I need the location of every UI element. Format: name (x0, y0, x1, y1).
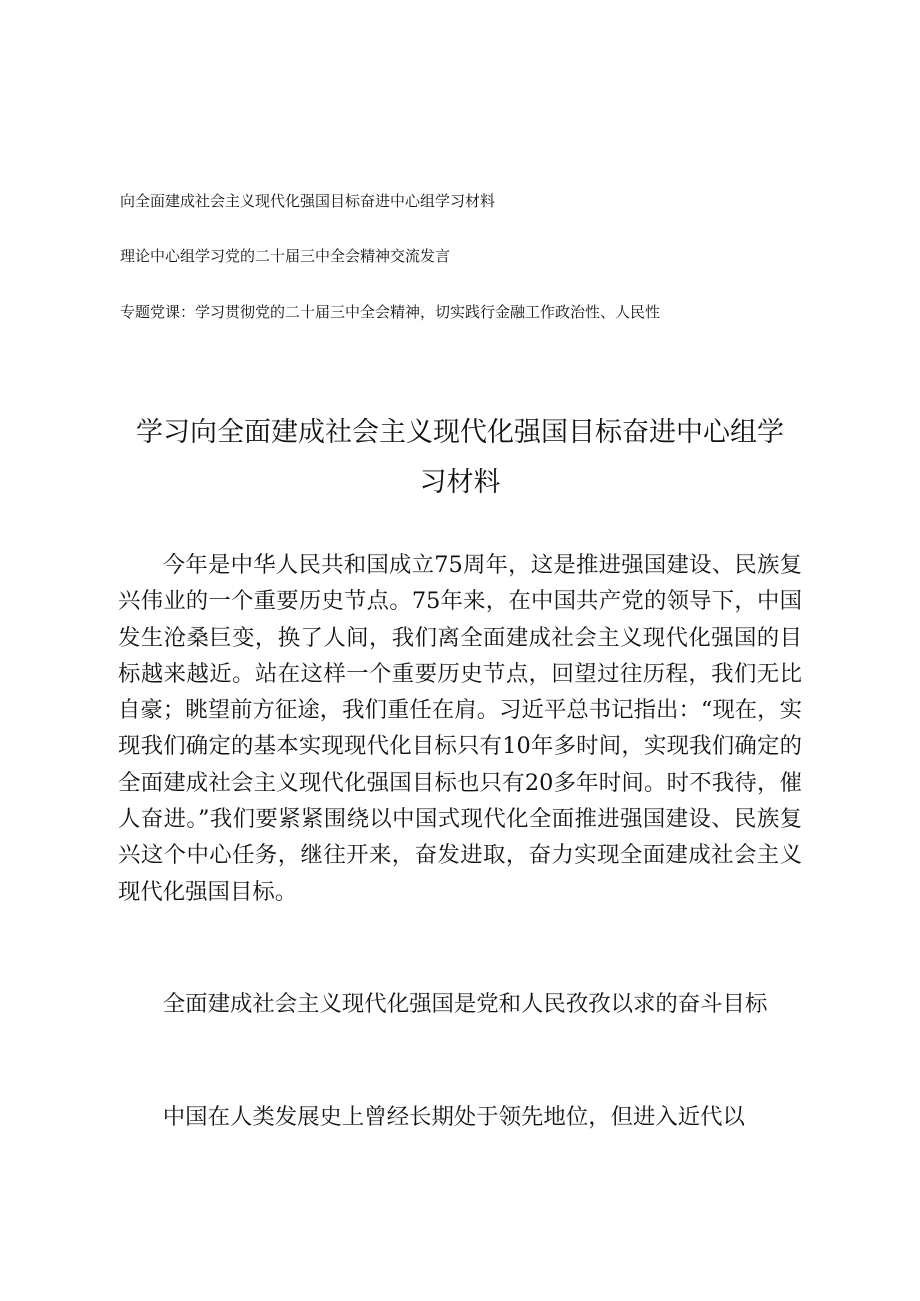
document-title-line-2: 习材料 (419, 467, 501, 498)
toc-item-1: 向全面建成社会主义现代化强国目标奋进中心组学习材料 (120, 192, 496, 210)
toc-item-2: 理论中心组学习党的二十届三中全会精神交流发言 (120, 247, 451, 265)
section-heading: 全面建成社会主义现代化强国是党和人民孜孜以求的奋斗目标 (162, 991, 768, 1017)
section-paragraph: 中国在人类发展史上曾经长期处于领先地位，但进入近代以 (162, 1104, 745, 1130)
toc-item-3: 专题党课：学习贯彻党的二十届三中全会精神，切实践行金融工作政治性、人民性 (120, 303, 661, 321)
document-title-line-1: 学习向全面建成社会主义现代化强国目标奋进中心组学 (136, 417, 784, 448)
intro-paragraph: 今年是中华人民共和国成立75周年，这是推进强国建设、民族复兴伟业的一个重要历史节点。75年来，在中国共产党的领导下，中国发生沧桑巨变，换了人间，我们离全面建成社会主义现代化强国的目标越来越近。站在这样一个重要历史节点，回望过往历程，我们无比自豪；眺望前方征途，我们重任在肩。习近平总书记指出：“现在，实现我们确定的基本实现现代化目标只有10年多时间，实现我们确定的全面建成社会主义现代化强国目标也只有20多年时间。时不我待，催人奋进。”我们要紧紧围绕以中国式现代化全面推进强国建设、民族复兴这个中心任务，继往开来，奋发进取，奋力实现全面建成社会主义现代化强国目标。 (118, 552, 802, 905)
document-title (120, 408, 800, 508)
